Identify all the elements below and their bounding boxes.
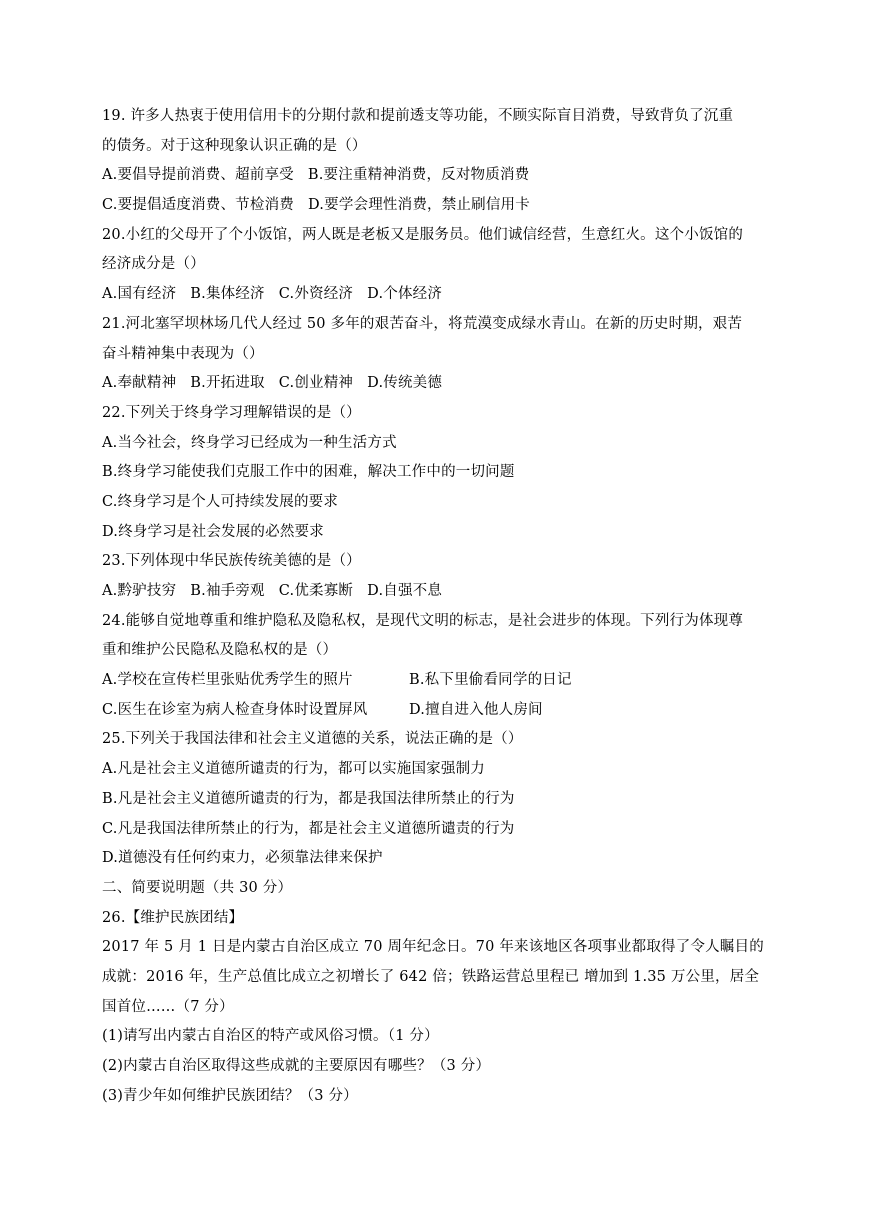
q24-option-b: B.私下里偷看同学的日记 (409, 672, 572, 689)
q26-material-line-2: 成就：2016 年，生产总值比成立之初增长了 642 倍；铁路运营总里程已 增加到 1.35 万公里，居全 (102, 968, 760, 985)
q22-option-c: C.终身学习是个人可持续发展的要求 (102, 493, 339, 510)
q20-option-b: B.集体经济 (190, 286, 265, 303)
q23-options-row (102, 577, 768, 607)
q20-stem-line-2: 经济成分是（） (102, 256, 205, 273)
q21-options-row (102, 369, 768, 399)
q26-heading: 26.【维护民族团结】 (102, 909, 244, 926)
q22-option-b: B.终身学习能使我们克服工作中的困难，解决工作中的一切问题 (102, 464, 515, 481)
q21-option-c: C.创业精神 (278, 375, 354, 392)
q25-option-b: B.凡是社会主义道德所谴责的行为，都是我国法律所禁止的行为 (102, 790, 515, 807)
q24-options-row-1 (102, 666, 768, 696)
q21-option-b: B.开拓进取 (190, 375, 265, 392)
q21-stem-line-1: 21.河北塞罕坝林场几代人经过 50 多年的艰苦奋斗，将荒漠变成绿水青山。在新的历史时期，艰苦 (102, 315, 743, 332)
q22-stem: 22.下列关于终身学习理解错误的是（） (102, 404, 361, 421)
q24-options-row-2 (102, 696, 768, 726)
q19-stem-line-1: 19. 许多人热衷于使用信用卡的分期付款和提前透支等功能，不顾实际盲目消费，导致背负了沉重 (102, 108, 734, 124)
q22-option-d: D.终身学习是社会发展的必然要求 (102, 523, 324, 540)
q19-option-a: A.要倡导提前消费、超前享受 (102, 167, 294, 184)
q19-options-row-2 (102, 191, 768, 221)
q25-stem: 25.下列关于我国法律和社会主义道德的关系，说法正确的是（） (102, 731, 523, 748)
q24-option-c: C.医生在诊室为病人检查身体时设置屏风 (102, 701, 368, 718)
q22-option-a: A.当今社会，终身学习已经成为一种生活方式 (102, 434, 397, 451)
q26-sub-question-1: (1)请写出内蒙古自治区的特产或风俗习惯。（1 分） (102, 1028, 439, 1045)
q26-material-line-1: 2017 年 5 月 1 日是内蒙古自治区成立 70 周年纪念日。70 年来该地区各项事业都取得了令人瞩目的 (102, 939, 764, 956)
q23-stem: 23.下列体现中华民族传统美德的是（） (102, 553, 361, 570)
q23-option-a: A.黔驴技穷 (102, 583, 177, 599)
q24-stem-line-2: 重和维护公民隐私及隐私权的是（） (102, 642, 338, 659)
q20-option-d: D.个体经济 (367, 286, 443, 303)
q20-stem-line-1: 20.小红的父母开了个小饭馆，两人既是老板又是服务员。他们诚信经营，生意红火。这个小饭馆的 (102, 226, 744, 243)
q21-stem-line-2: 奋斗精神集中表现为（） (102, 345, 264, 362)
q19-option-c: C.要提倡适度消费、节检消费 (102, 197, 294, 214)
q20-option-a: A.国有经济 (102, 286, 177, 303)
q23-option-d: D.自强不息 (367, 583, 443, 599)
q21-option-d: D.传统美德 (367, 375, 443, 392)
q23-option-b: B.袖手旁观 (190, 583, 265, 599)
q20-option-c: C.外资经济 (278, 286, 354, 303)
q25-option-a: A.凡是社会主义道德所谴责的行为，都可以实施国家强制力 (102, 761, 485, 778)
q24-stem-line-1: 24.能够自觉地尊重和维护隐私及隐私权，是现代文明的标志，是社会进步的体现。下列行为体现尊 (102, 612, 744, 629)
section-2-title: 二、简要说明题（共 30 分） (102, 879, 293, 896)
q19-option-b: B.要注重精神消费，反对物质消费 (307, 167, 530, 184)
q26-sub-question-3: (3)青少年如何维护民族团结？（3 分） (102, 1087, 358, 1104)
q20-options-row (102, 280, 768, 310)
q24-option-a: A.学校在宣传栏里张贴优秀学生的照片 (102, 672, 353, 689)
q19-option-d: D.要学会理性消费，禁止刷信用卡 (308, 197, 530, 214)
page-content (102, 102, 768, 1111)
q19-options-row-1 (102, 161, 768, 191)
q25-option-c: C.凡是我国法律所禁止的行为，都是社会主义道德所谴责的行为 (102, 820, 515, 837)
q26-material-line-3: 国首位……（7 分） (102, 998, 234, 1015)
q21-option-a: A.奉献精神 (102, 375, 177, 392)
q24-option-d: D.擅自进入他人房间 (409, 701, 543, 718)
q23-option-c: C.优柔寡断 (278, 583, 354, 599)
q26-sub-question-2: (2)内蒙古自治区取得这些成就的主要原因有哪些？（3 分） (102, 1058, 491, 1074)
q19-stem-line-2: 的债务。对于这种现象认识正确的是（） (102, 137, 367, 154)
q25-option-d: D.道德没有任何约束力，必须靠法律来保护 (102, 850, 383, 867)
